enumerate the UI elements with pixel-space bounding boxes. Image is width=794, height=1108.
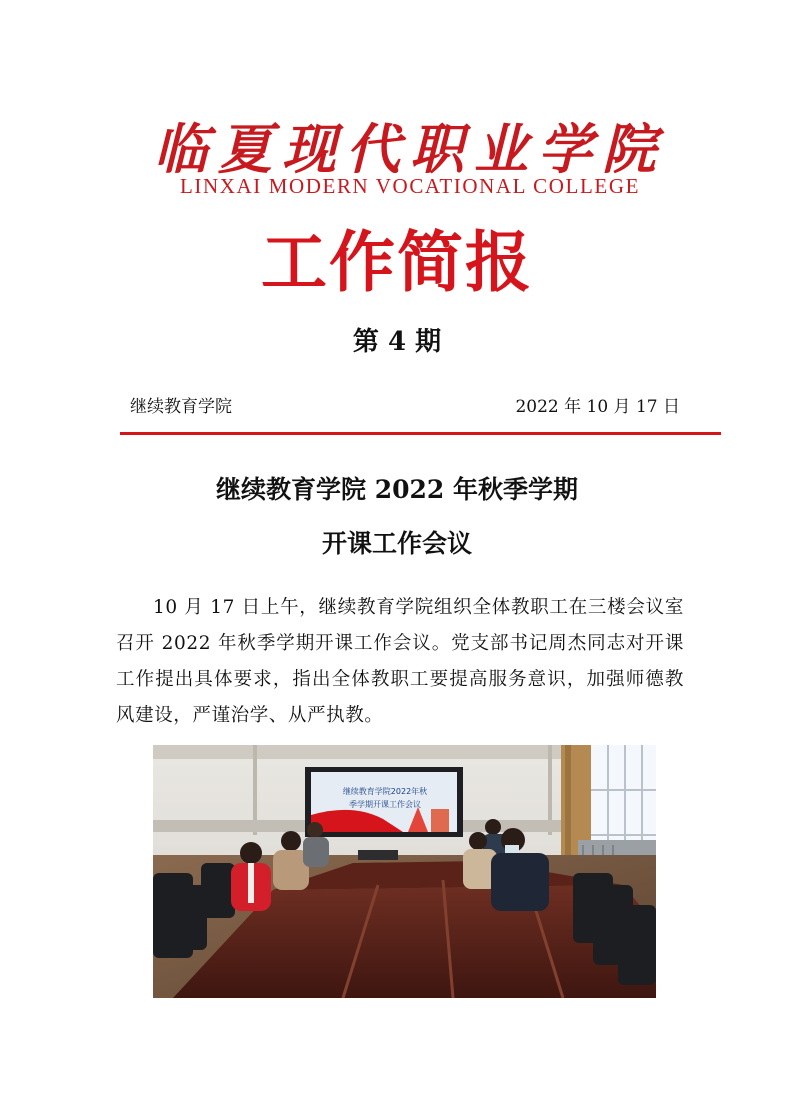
issue-number: 第 4 期 [352,327,442,357]
header-divider [120,432,721,435]
article-headline-line2: 开课工作会议 [321,529,472,558]
article-body: 10 月 17 日上午，继续教育学院组织全体教职工在三楼会议室召开 2022 年秋季学期开课工作会议。党支部书记周杰同志对开课工作提出具体要求，指出全体教职工要提高服务意识，加强师德教风建设，严谨治学、从严执教。 [116,597,684,726]
screen-text-line2: 季学期开课工作会议 [349,800,421,809]
department-name: 继续教育学院 [130,397,232,417]
bulletin-title: 工作简报 [261,223,533,301]
article-headline-line1: 继续教育学院 2022 年秋季学期 [216,475,578,504]
publish-date: 2022 年 10 月 17 日 [515,397,680,417]
meeting-photo [153,745,656,998]
college-logo-english: LINXAI MODERN VOCATIONAL COLLEGE [179,174,641,198]
screen-text-line1: 继续教育学院2022年秋 [342,787,428,796]
college-logo-chinese: 临夏现代职业学院 [154,117,666,181]
